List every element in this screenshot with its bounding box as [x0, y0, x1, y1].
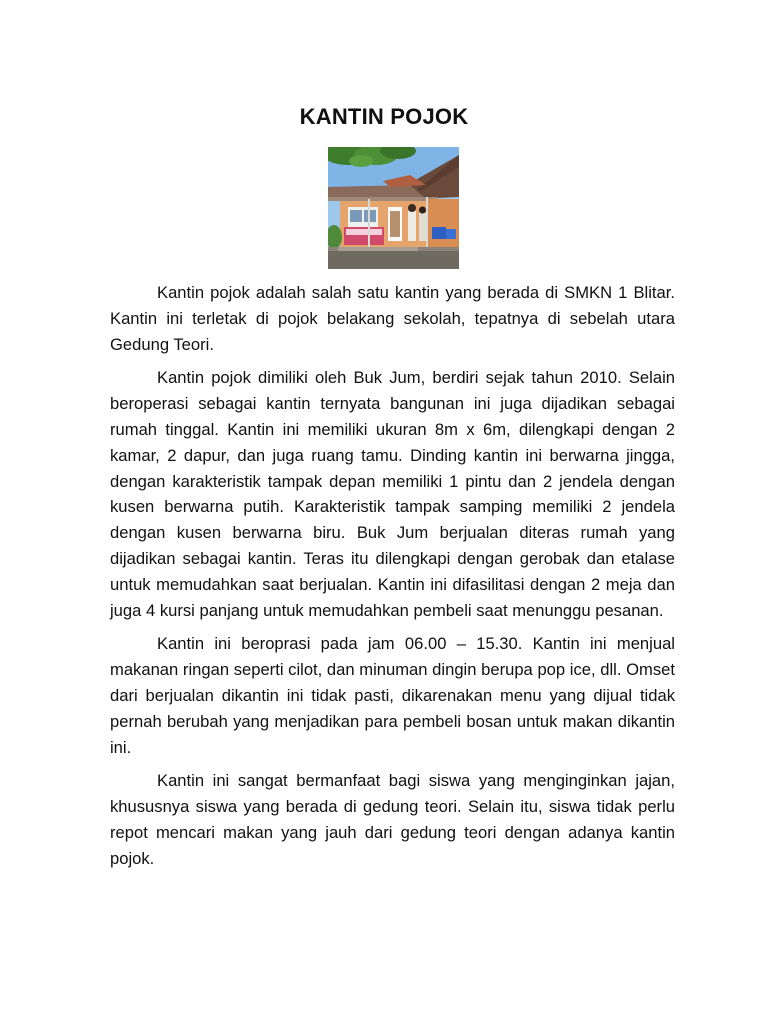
- paragraph: Kantin ini beroprasi pada jam 06.00 – 15.30. Kantin ini menjual makanan ringan seperti cilot, dan minuman dingin berupa pop ice, dll. Omset dari berjualan dikantin ini tidak pasti, dikarenakan menu yang dijual tidak pernah berubah yang menjadikan para pembeli bosan untuk makan dikantin ini.: [110, 634, 675, 757]
- document-body: [110, 280, 675, 880]
- canteen-building-image: [328, 147, 459, 269]
- paragraph: Kantin ini sangat bermanfaat bagi siswa yang menginginkan jajan, khususnya siswa yang berada di gedung teori. Selain itu, siswa tidak perlu repot mencari makan yang jauh dari gedung teori dengan adanya kantin pojok.: [110, 771, 675, 868]
- canteen-photo: [328, 147, 459, 269]
- paragraph: Kantin pojok adalah salah satu kantin yang berada di SMKN 1 Blitar. Kantin ini terletak di pojok belakang sekolah, tepatnya di sebelah utara Gedung Teori.: [110, 283, 675, 354]
- paragraph: Kantin pojok dimiliki oleh Buk Jum, berdiri sejak tahun 2010. Selain beroperasi sebagai kantin ternyata bangunan ini juga dijadikan sebagai rumah tinggal. Kantin ini memiliki ukuran 8m x 6m, dilengkapi dengan 2 kamar, 2 dapur, dan juga ruang tamu. Dinding kantin ini berwarna jingga, dengan karakteristik tampak depan memiliki 1 pintu dan 2 jendela dengan kusen berwarna putih. Karakteristik tampak samping memiliki 2 jendela dengan kusen berwarna biru. Buk Jum berjualan diteras rumah yang dijadikan sebagai kantin. Teras itu dilengkapi dengan gerobak dan etalase untuk memudahkan saat berjualan. Kantin ini difasilitasi dengan 2 meja dan juga 4 kursi panjang untuk memudahkan pembeli saat menunggu pesanan.: [110, 368, 675, 620]
- document-title: KANTIN POJOK: [299, 104, 469, 129]
